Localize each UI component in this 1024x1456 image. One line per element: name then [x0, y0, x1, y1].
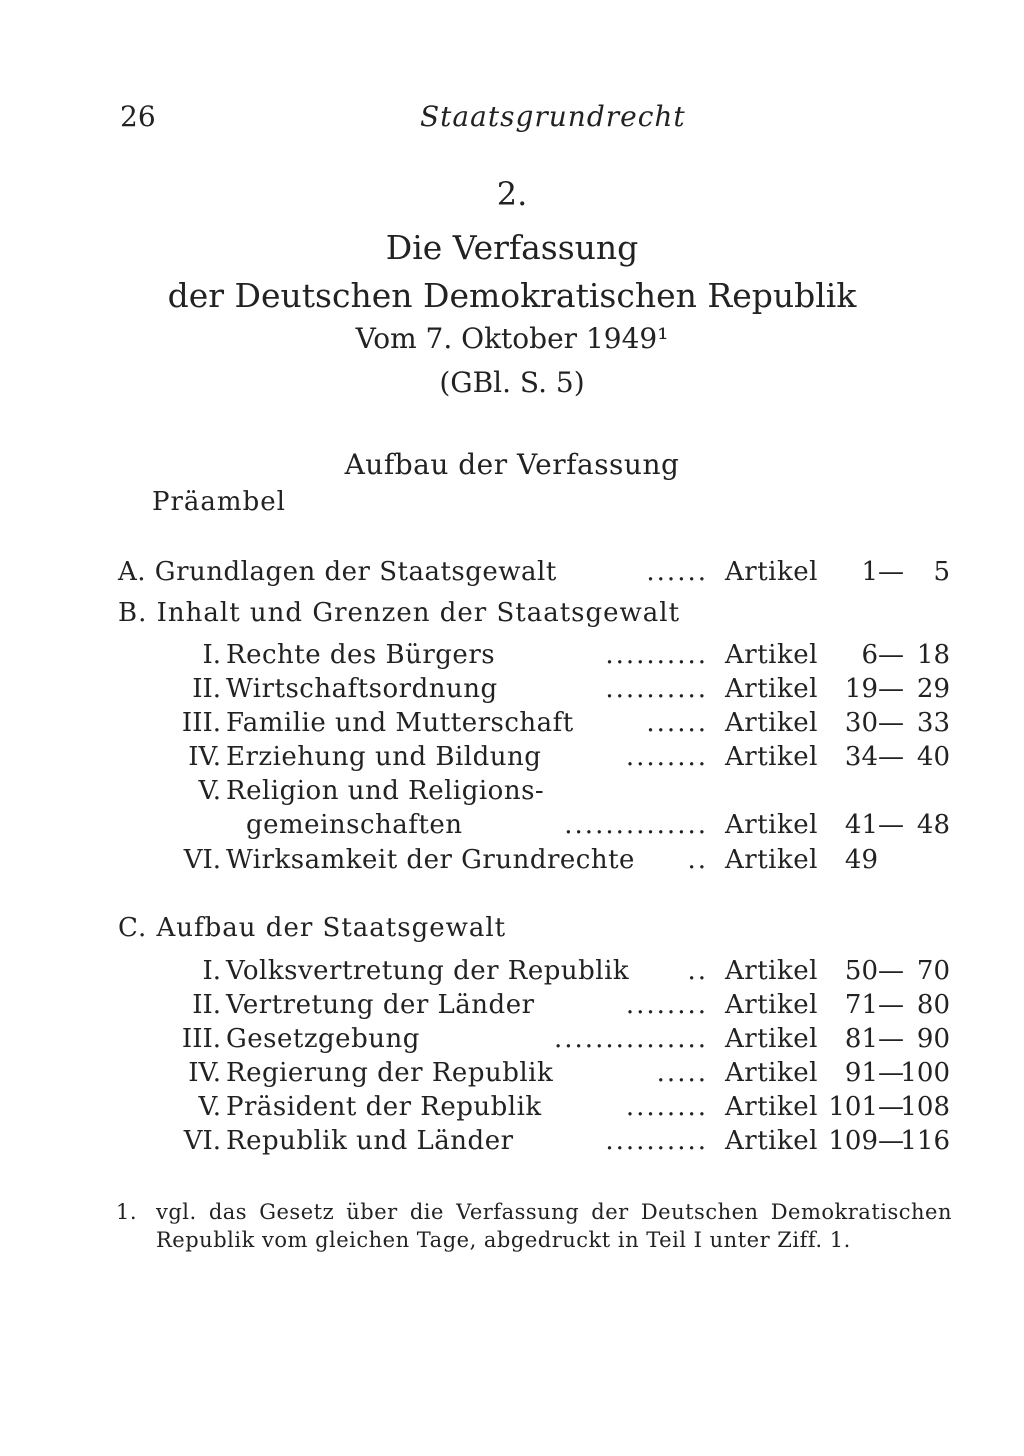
page-number: 26	[120, 100, 156, 133]
toc-row	[0, 956, 1024, 990]
toc-row	[0, 708, 1024, 742]
range-from: 101	[828, 1092, 878, 1122]
toc-item-text: Republik und Länder	[226, 1126, 514, 1156]
toc-row	[0, 674, 1024, 708]
toc-item-numeral: VI.	[183, 845, 221, 875]
range-from: 41	[844, 810, 878, 840]
toc-item-text: Familie und Mutterschaft	[226, 708, 574, 738]
toc-item-numeral: VI.	[183, 1126, 221, 1156]
toc-dots: ...............	[554, 1024, 708, 1054]
toc-row	[0, 776, 1024, 810]
range-from: 81	[844, 1024, 878, 1054]
toc-item-numeral: IV.	[188, 1058, 221, 1088]
toc-item-text: Volksvertretung der Republik	[226, 956, 630, 986]
toc-row	[0, 1024, 1024, 1058]
toc-item-text: Präsident der Republik	[226, 1092, 542, 1122]
toc-item-numeral: II.	[192, 990, 221, 1020]
toc-article-word: Artikel	[725, 1024, 818, 1054]
source-reference: (GBl. S. 5)	[439, 366, 585, 399]
toc-preamble: Präambel	[152, 487, 286, 517]
range-to: 70	[916, 956, 950, 986]
section-number: 2.	[496, 175, 528, 213]
range-dash: —	[878, 956, 904, 986]
toc-dots: ..........	[605, 674, 708, 704]
toc-item-numeral: I.	[202, 640, 221, 670]
range-dash: —	[878, 1092, 904, 1122]
range-from: 109	[828, 1126, 878, 1156]
toc-item-numeral: IV.	[188, 742, 221, 772]
toc-dots: ........	[625, 990, 708, 1020]
toc-row	[0, 990, 1024, 1024]
toc-article-word: Artikel	[725, 708, 818, 738]
toc-item-numeral: V.	[198, 1092, 221, 1122]
toc-dots: ..	[687, 845, 708, 875]
toc-dots: ..........	[605, 640, 708, 670]
toc-item-text: Vertretung der Länder	[226, 990, 535, 1020]
document-title-line2: der Deutschen Demokratischen Republik	[167, 276, 857, 315]
running-title: Staatsgrundrecht	[420, 100, 686, 133]
date-line: Vom 7. Oktober 1949¹	[355, 322, 669, 355]
toc-article-word: Artikel	[725, 742, 818, 772]
range-dash: —	[878, 640, 904, 670]
range-dash: —	[878, 1126, 904, 1156]
toc-article-word: Artikel	[725, 1092, 818, 1122]
range-to: 108	[900, 1092, 950, 1122]
toc-section-c-label: C. Aufbau der Staatsgewalt	[118, 913, 507, 943]
toc-article-word: Artikel	[725, 640, 818, 670]
toc-article-word: Artikel	[725, 1126, 818, 1156]
toc-row	[0, 1126, 1024, 1160]
range-to: 116	[900, 1126, 950, 1156]
toc-article-word: Artikel	[725, 810, 818, 840]
range-from: 50	[844, 956, 878, 986]
range-to: 90	[916, 1024, 950, 1054]
range-dash: —	[878, 1058, 904, 1088]
range-from: 1	[861, 557, 878, 587]
document-title-line1: Die Verfassung	[385, 228, 639, 267]
toc-item-numeral: V.	[198, 776, 221, 806]
toc-item-numeral: II.	[192, 674, 221, 704]
range-to: 5	[933, 557, 950, 587]
range-from: 49	[844, 845, 878, 875]
toc-article-word: Artikel	[725, 845, 818, 875]
toc-row	[0, 845, 1024, 879]
range-to: 48	[916, 810, 950, 840]
toc-item-numeral: III.	[181, 1024, 221, 1054]
toc-row	[0, 1092, 1024, 1126]
toc-item-text: Erziehung und Bildung	[226, 742, 542, 772]
toc-dots: ........	[625, 1092, 708, 1122]
range-to: 18	[916, 640, 950, 670]
toc-heading: Aufbau der Verfassung	[344, 448, 680, 481]
range-to: 80	[916, 990, 950, 1020]
range-to: 40	[916, 742, 950, 772]
toc-item-numeral: III.	[181, 708, 221, 738]
toc-item-text: Religion und Religions-	[226, 776, 545, 806]
range-from: 34	[844, 742, 878, 772]
range-to: 100	[900, 1058, 950, 1088]
range-from: 71	[844, 990, 878, 1020]
toc-section-b-label: B. Inhalt und Grenzen der Staatsgewalt	[118, 598, 681, 628]
toc-item-numeral: I.	[202, 956, 221, 986]
toc-article-word: Artikel	[725, 557, 818, 587]
toc-dots: ..............	[564, 810, 708, 840]
footnote-number: 1.	[116, 1200, 138, 1224]
toc-item-text: Rechte des Bürgers	[226, 640, 496, 670]
range-dash: —	[878, 990, 904, 1020]
footnote-text: vgl. das Gesetz über die Verfassung der Deutschen Demokratischen Republik vom gleichen Tage, abgedruckt in Teil I unter Ziff. 1.	[156, 1200, 952, 1252]
toc-item-text: Gesetzgebung	[226, 1024, 420, 1054]
range-to: 33	[916, 708, 950, 738]
toc-item-text: Regierung der Republik	[226, 1058, 554, 1088]
toc-row	[0, 1058, 1024, 1092]
range-dash: —	[878, 1024, 904, 1054]
toc-item-text: Wirksamkeit der Grundrechte	[226, 845, 635, 875]
range-from: 91	[844, 1058, 878, 1088]
range-from: 19	[844, 674, 878, 704]
range-dash: —	[878, 557, 904, 587]
toc-section-a-label: A. Grundlagen der Staatsgewalt	[118, 557, 557, 587]
range-dash: —	[878, 708, 904, 738]
range-dash: —	[878, 674, 904, 704]
toc-article-word: Artikel	[725, 674, 818, 704]
toc-row-section-a	[0, 557, 1024, 591]
range-dash: —	[878, 742, 904, 772]
toc-dots: .....	[656, 1058, 708, 1088]
range-from: 6	[861, 640, 878, 670]
toc-dots: ..	[687, 956, 708, 986]
range-from: 30	[844, 708, 878, 738]
toc-row	[0, 810, 1024, 844]
toc-dots: ......	[646, 708, 708, 738]
toc-row	[0, 742, 1024, 776]
toc-item-text: Wirtschaftsordnung	[226, 674, 498, 704]
toc-article-word: Artikel	[725, 956, 818, 986]
toc-dots: ......	[646, 557, 708, 587]
toc-dots: ........	[625, 742, 708, 772]
range-to: 29	[916, 674, 950, 704]
toc-article-word: Artikel	[725, 990, 818, 1020]
range-dash: —	[878, 810, 904, 840]
toc-row	[0, 640, 1024, 674]
toc-article-word: Artikel	[725, 1058, 818, 1088]
toc-dots: ..........	[605, 1126, 708, 1156]
toc-item-text-continued: gemeinschaften	[246, 810, 463, 840]
